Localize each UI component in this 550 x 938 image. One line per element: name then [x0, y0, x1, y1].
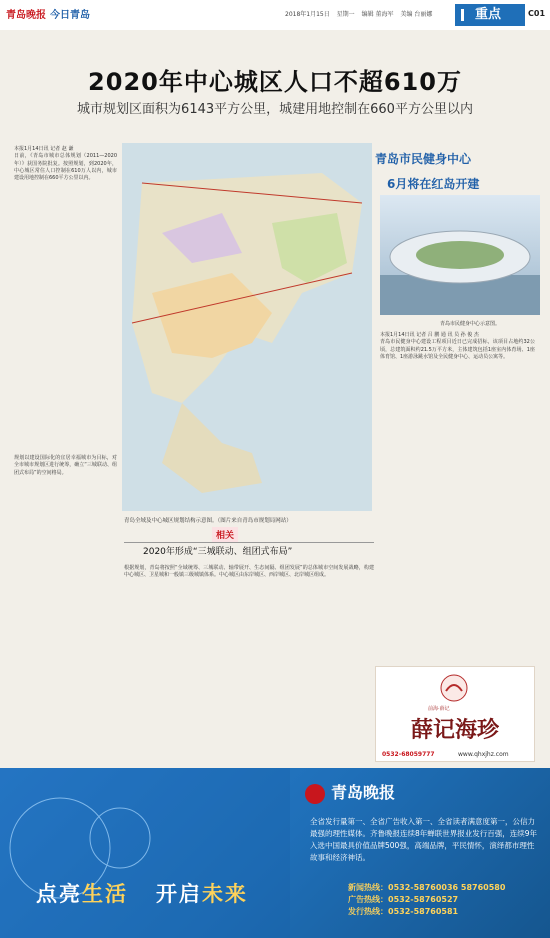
lead-article-col1b [14, 455, 117, 760]
distribution-hotline[interactable]: 发行热线：0532-58760581 [348, 907, 459, 916]
ad-website[interactable]: www.qhxjhz.com [458, 751, 509, 758]
dateline [285, 9, 437, 18]
body-text-fill [14, 182, 117, 482]
editor-credit: 编辑 董海军 [361, 11, 394, 18]
sidebar-title: 2020年形成“三城联动、组团式布局” [143, 547, 293, 557]
sidebar-text: 根据规划，青岛将按照“全域统筹、三城联动、轴带展开、生态间隔、组团发展”的总体城市空间发展战略，构建中心城区、卫星城和一般镇三级城镇体系。中心城区由东岸城区、西岸城区、北岸城区组成。 [124, 565, 374, 579]
promo-seal-icon [305, 784, 325, 804]
issue-date: 2018年1月15日 [285, 11, 330, 18]
page-subhead: 城市规划区面积为6143平方公里，城建用地控制在660平方公里以内 [77, 102, 473, 117]
lead-article-col1 [14, 146, 117, 446]
stadium-caption: 青岛市民健身中心示意图。 [440, 321, 501, 327]
fitness-headline-line1: 青岛市民健身中心 [375, 152, 472, 166]
promo-body: 全省发行量第一、全省广告收入第一、全省读者满意度第一，公信力最强的理性媒体。齐鲁晚报连续8年蝉联世界报业发行百强，连续9年入选中国最具价值品牌500强，高端品牌，平民情怀，演绎都市理性故事和经济神话。 [310, 817, 538, 862]
promo-contacts [348, 882, 548, 918]
slogan-part-1: 点亮 [36, 882, 82, 906]
promo-logo-text: 青岛晚报 [331, 783, 396, 802]
stadium-photo [380, 195, 540, 315]
map-graphic [122, 143, 372, 511]
ad-brand-tag: 前海·薛记 [428, 706, 450, 712]
page-number: C01 [528, 9, 546, 18]
slogan-part-2: 生活 [82, 882, 128, 906]
section-label: 重点 [475, 7, 502, 22]
proof-credit: 美编 台丽娜 [400, 11, 433, 18]
promo-logo [305, 780, 395, 804]
lead-byline: 本报1月14日讯 记者 赵 谦 [14, 146, 74, 152]
promo-shade [0, 768, 290, 938]
stadium-field [416, 241, 504, 269]
news-hotline[interactable]: 新闻热线：0532-58760036 58760580 [348, 883, 506, 892]
masthead-logo: 青岛晚报 [6, 10, 46, 21]
issue-weekday: 星期一 [336, 11, 355, 18]
lead-text: 日前，《青岛市城市总体规划（2011—2020年）》获国务院批复。按照规划，到2020年，中心城区常住人口控制在610万人以内，城市建设用地控制在660平方公里以内。 [14, 153, 117, 182]
fitness-text: 青岛市民健身中心建设工程项目近日已完成招标，该项目占地约32公顷，总建筑面积约21.5万平方米，主体建筑包括1座室内体育场、1座体育馆、1座游泳跳水馆及全民健身中心、运动员公寓等。 [380, 339, 535, 360]
masthead [6, 6, 90, 21]
fitness-headline-line2: 6月将在红岛开建 [387, 177, 480, 191]
sidebar-divider [124, 542, 374, 543]
fitness-article [380, 332, 535, 562]
ad-brand-name: 薛记海珍 [411, 717, 500, 743]
ad-logo-icon [436, 673, 472, 703]
lead-col2-text: 规划以建设国际化的宜居幸福城市为目标，对全市城市规划区进行统筹，确立“三城联动、组团式布局”的空间格局。 [14, 455, 117, 476]
ad-hotline[interactable]: 广告热线：0532-58760527 [348, 895, 459, 904]
promo-slogan [36, 878, 248, 908]
map-caption: 青岛全域及中心城区规划结构示意图。（图片来自青岛市规划局网站） [124, 518, 292, 524]
newspaper-promo [0, 768, 550, 938]
planning-map [122, 143, 372, 511]
stadium-graphic [380, 195, 540, 315]
related-badge: 相关 [212, 527, 238, 542]
section-tab [455, 4, 525, 26]
slogan-part-4: 未来 [201, 882, 248, 906]
section-bracket-icon [461, 9, 471, 21]
ad-phone[interactable]: 0532-68059777 [382, 751, 435, 758]
slogan-part-3: 开启 [155, 882, 202, 906]
masthead-sub: 今日青岛 [50, 10, 90, 21]
fitness-center-headline [375, 150, 535, 192]
seafood-ad[interactable] [375, 666, 535, 762]
page-header [0, 0, 550, 30]
sidebar-article [124, 565, 374, 760]
fitness-byline: 本报1月14日讯 记者 吕 鹏 通 讯 员 孙 俊 杰 [380, 332, 479, 338]
ad-logo-ring [441, 675, 467, 701]
page-headline: 2020年中心城区人口不超610万 [88, 68, 462, 96]
